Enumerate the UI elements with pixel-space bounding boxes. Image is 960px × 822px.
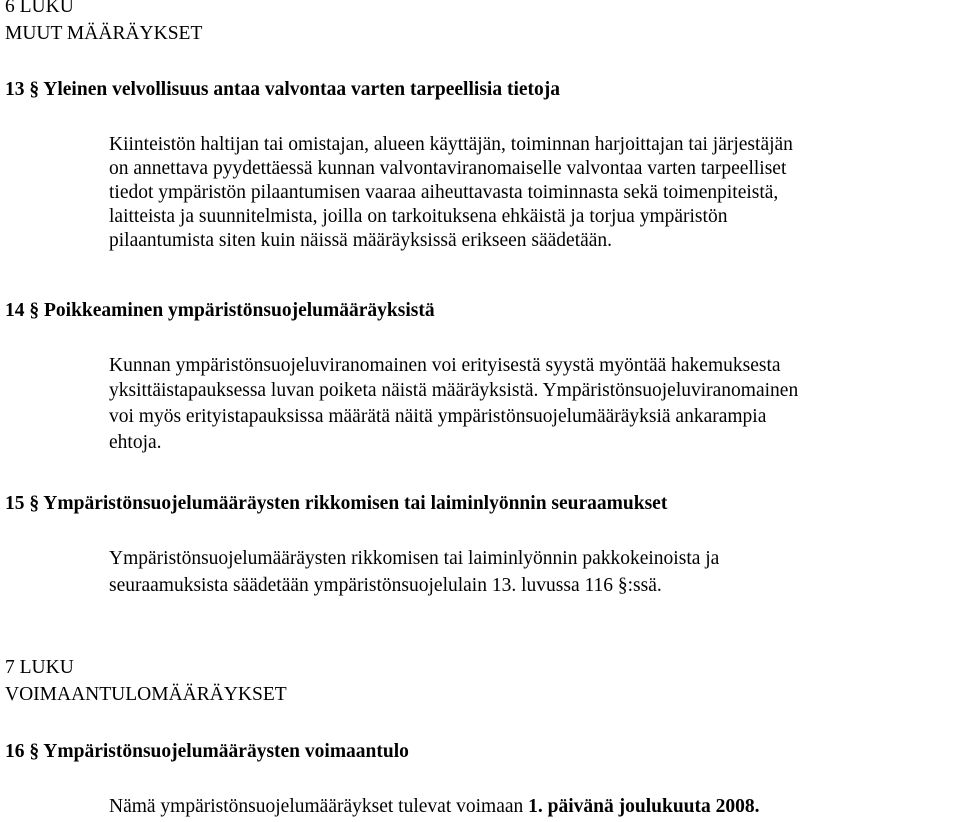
section-14-line-1: Kunnan ympäristönsuojeluviranomainen voi erityisestä syystä myöntää hakemuksesta — [109, 355, 781, 376]
section-14-line-2: yksittäistapauksessa luvan poiketa näistä määräyksistä. Ympäristönsuojeluviranomainen — [109, 380, 799, 401]
section-14-line-3: voi myös erityistapauksissa määrätä näitä ympäristönsuojelumääräyksiä ankarampia — [109, 406, 767, 427]
chapter-6-number: 6 LUKU — [5, 0, 74, 17]
chapter-6-title: MUUT MÄÄRÄYKSET — [5, 23, 203, 44]
section-16-effective-date: 1. päivänä joulukuuta 2008. — [528, 796, 760, 817]
section-16-heading: 16 § Ympäristönsuojelumääräysten voimaantulo — [5, 741, 409, 762]
section-14-heading: 14 § Poikkeaminen ympäristönsuojelumääräyksistä — [5, 300, 435, 321]
chapter-7-number: 7 LUKU — [5, 657, 74, 678]
section-13-line-5: pilaantumista siten kuin näissä määräyksissä erikseen säädetään. — [109, 230, 613, 251]
section-15-line-1: Ympäristönsuojelumääräysten rikkomisen tai laiminlyönnin pakkokeinoista ja — [109, 548, 720, 569]
section-15-line-2: seuraamuksista säädetään ympäristönsuojelulain 13. luvussa 116 §:ssä. — [109, 575, 662, 596]
section-16-text — [109, 795, 760, 819]
section-13-heading: 13 § Yleinen velvollisuus antaa valvontaa varten tarpeellisia tietoja — [5, 79, 560, 100]
section-13-line-3: tiedot ympäristön pilaantumisen vaaraa aiheuttavasta toiminnasta sekä toimenpiteistä, — [109, 182, 779, 203]
section-13-line-4: laitteista ja suunnitelmista, joilla on tarkoituksena ehkäistä ja torjua ympäristön — [109, 206, 728, 227]
section-13-line-2: on annettava pyydettäessä kunnan valvontaviranomaiselle valvontaa varten tarpeelliset — [109, 158, 787, 179]
section-13-line-1: Kiinteistön haltijan tai omistajan, alueen käyttäjän, toiminnan harjoittajan tai järjestäjän — [109, 134, 793, 155]
section-14-line-4: ehtoja. — [109, 432, 162, 453]
chapter-7-title: VOIMAANTULOMÄÄRÄYKSET — [5, 684, 287, 705]
section-15-heading: 15 § Ympäristönsuojelumääräysten rikkomisen tai laiminlyönnin seuraamukset — [5, 493, 668, 514]
section-16-text-plain: Nämä ympäristönsuojelumääräykset tulevat voimaan — [109, 796, 529, 817]
